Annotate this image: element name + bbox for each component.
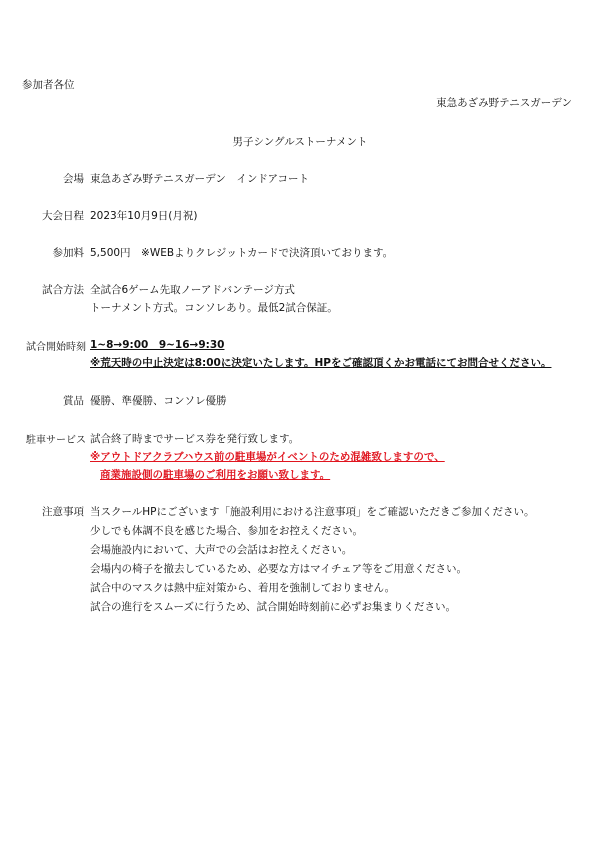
notes-line-2: 少しでも体調不良を感じた場合、参加をお控えください。 <box>90 525 363 537</box>
organizer-name: 東急あざみ野テニスガーデン <box>436 97 572 109</box>
notes-line-3: 会場施設内において、大声での会話はお控えください。 <box>90 544 353 556</box>
date-label: 大会日程 <box>42 210 84 222</box>
parking-value: 試合終了時までサービス券を発行致します。 <box>90 433 300 445</box>
fee-value: 5,500円 ※WEBよりクレジットカードで決済頂いております。 <box>90 247 394 259</box>
venue-value: 東急あざみ野テニスガーデン インドアコート <box>90 173 310 185</box>
notes-line-6: 試合の進行をスムーズに行うため、試合開始時刻前に必ずお集まりください。 <box>90 601 457 613</box>
start-time-schedule: 1~8→9:00 9~16→9:30 <box>90 339 225 351</box>
notes-line-4: 会場内の椅子を撤去しているため、必要な方はマイチェア等をご用意ください。 <box>90 563 468 575</box>
prize-label: 賞品 <box>63 395 84 407</box>
prize-value: 優勝、準優勝、コンソレ優勝 <box>90 395 227 407</box>
parking-warning-line-2: 商業施設側の駐車場のご利用をお願い致します。 <box>100 469 331 481</box>
format-line-2: トーナメント方式。コンソレあり。最低2試合保証。 <box>90 302 338 314</box>
date-value: 2023年10月9日(月祝) <box>90 210 198 222</box>
notes-line-1: 当スクールHPにございます「施設利用における注意事項」をご確認いただきご参加ください。 <box>90 506 535 518</box>
notes-label: 注意事項 <box>42 506 84 518</box>
recipient-text: 参加者各位 <box>22 79 75 91</box>
weather-cancel-note: ※荒天時の中止決定は8:00に決定いたします。HPをご確認頂くかお電話にてお問合せください。 <box>90 357 552 369</box>
tournament-title: 男子シングルストーナメント <box>232 136 368 148</box>
start-time-label: 試合開始時刻 <box>26 342 86 353</box>
fee-label: 参加料 <box>52 247 84 259</box>
format-label: 試合方法 <box>42 284 84 296</box>
parking-warning-line-1: ※アウトドアクラブハウス前の駐車場がイベントのため混雑致しますので、 <box>90 451 445 463</box>
format-line-1: 全試合6ゲーム先取ノーアドバンテージ方式 <box>90 284 295 296</box>
notes-line-5: 試合中のマスクは熱中症対策から、着用を強制しておりません。 <box>90 582 396 594</box>
parking-label: 駐車サービス <box>26 435 86 446</box>
venue-label: 会場 <box>63 173 84 185</box>
